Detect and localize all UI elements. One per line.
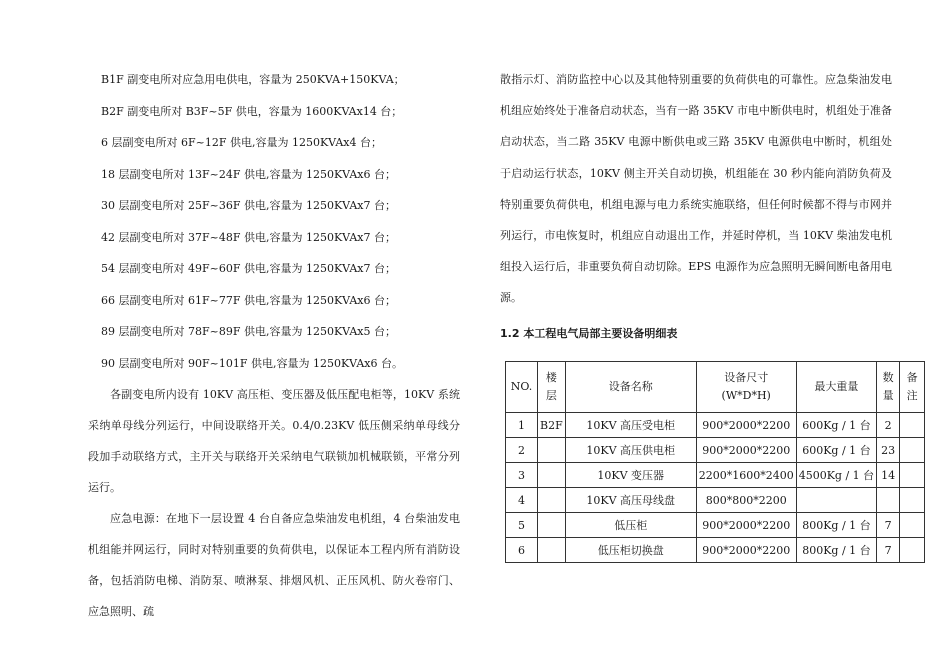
cell-name: 低压柜 xyxy=(565,513,696,538)
header-weight: 最大重量 xyxy=(796,362,876,413)
header-qty-1: 数 xyxy=(882,371,894,384)
cell-floor xyxy=(538,538,566,563)
substation-line-8: 66 层副变电所对 61F~77F 供电,容量为 1250KVAx6 台； xyxy=(101,293,397,307)
table-row xyxy=(506,488,925,513)
table-row xyxy=(506,463,925,488)
cell-qty: 7 xyxy=(877,513,900,538)
cell-no: 5 xyxy=(506,513,538,538)
cell-qty: 7 xyxy=(877,538,900,563)
header-size-2: (W*D*H) xyxy=(721,389,771,402)
cell-note xyxy=(900,413,925,438)
cell-name: 10KV 高压供电柜 xyxy=(565,438,696,463)
header-floor xyxy=(538,362,566,413)
table-row xyxy=(506,438,925,463)
cell-weight: 800Kg / 1 台 xyxy=(796,538,876,563)
table-row xyxy=(506,513,925,538)
substation-line-7: 54 层副变电所对 49F~60F 供电,容量为 1250KVAx7 台； xyxy=(101,262,397,275)
cell-note xyxy=(900,538,925,563)
header-qty-2: 量 xyxy=(882,389,894,402)
header-size-1: 设备尺寸 xyxy=(724,371,769,384)
cell-weight: 600Kg / 1 台 xyxy=(796,438,876,463)
cell-floor xyxy=(538,513,566,538)
cell-size: 800*800*2200 xyxy=(696,488,796,513)
substation-line-9: 89 层副变电所对 78F~89F 供电,容量为 1250KVAx5 台； xyxy=(101,325,397,338)
cell-no: 1 xyxy=(506,413,538,438)
cell-qty xyxy=(877,488,900,513)
cell-name: 10KV 高压母线盘 xyxy=(565,488,696,513)
header-floor-2: 层 xyxy=(545,389,557,402)
header-note xyxy=(900,362,925,413)
cell-size: 2200*1600*2400 xyxy=(696,463,796,488)
cell-note xyxy=(900,513,925,538)
cell-floor xyxy=(538,463,566,488)
cell-name: 10KV 变压器 xyxy=(565,463,696,488)
cell-floor: B2F xyxy=(538,413,566,438)
cell-size: 900*2000*2200 xyxy=(696,538,796,563)
header-qty xyxy=(877,362,900,413)
cell-name: 低压柜切换盘 xyxy=(565,538,696,563)
distribution-paragraph: 各副变电所内设有 10KV 高压柜、变压器及低压配电柜等，10KV 系统采纳单母线分列运行，中间设联络开关。0.4/0.23KV 低压侧采纳单母线分段加手动联络方式，主开关与联络开关采纳电气联锁加机械联锁，平常分列运行。 xyxy=(88,388,460,494)
header-note-2: 注 xyxy=(906,389,918,402)
left-column xyxy=(88,64,460,627)
substation-line-2: B2F 副变电所对 B3F~5F 供电，容量为 1600KVAx14 台； xyxy=(101,104,403,118)
substation-line-5: 30 层副变电所对 25F~36F 供电,容量为 1250KVAx7 台； xyxy=(101,199,397,212)
table-row xyxy=(506,538,925,563)
cell-weight: 600Kg / 1 台 xyxy=(796,413,876,438)
cell-no: 6 xyxy=(506,538,538,563)
section-title: 1.2 本工程电气局部主要设备明细表 xyxy=(500,326,678,340)
substation-line-6: 42 层副变电所对 37F~48F 供电,容量为 1250KVAx7 台； xyxy=(101,230,397,244)
cell-qty: 14 xyxy=(877,463,900,488)
cell-no: 4 xyxy=(506,488,538,513)
cell-floor xyxy=(538,488,566,513)
cell-note xyxy=(900,438,925,463)
emergency-continued-paragraph: 散指示灯、消防监控中心以及其他特别重要的负荷供电的可靠性。应急柴油发电机组应始终处于准备启动状态，当有一路 35KV 市电中断供电时，机组处于准备启动状态，当二路 35KV 电源中断供电或三路 35KV 电源供电中断时，机组处于启动运行状态，10KV 侧主开关自动切换，机组能在 30 秒内能向消防负荷及特别重要负荷供电，机组电源与电力系统实施联络，但任何时候都不得与市网并列运行，市电恢复时，机组应自动退出工作，并延时停机，当 10KV 柴油发电机组投入运行后，非重要负荷自动切除。EPS 电源作为应急照明无瞬间断电备用电源。 xyxy=(500,73,892,305)
right-column xyxy=(500,64,892,348)
emergency-power-paragraph: 应急电源：在地下一层设置 4 台自备应急柴油发电机组，4 台柴油发电机组能并网运行，同时对特别重要的负荷供电，以保证本工程内所有消防设备，包括消防电梯、消防泵、喷淋泵、排烟风机、正压风机、防火卷帘门、应急照明、疏 xyxy=(88,512,460,618)
header-no: NO. xyxy=(506,362,538,413)
substation-line-4: 18 层副变电所对 13F~24F 供电,容量为 1250KVAx6 台； xyxy=(101,167,397,181)
header-size xyxy=(696,362,796,413)
header-floor-1: 楼 xyxy=(545,371,557,384)
substation-line-3: 6 层副变电所对 6F~12F 供电,容量为 1250KVAx4 台； xyxy=(101,136,383,149)
cell-weight xyxy=(796,488,876,513)
cell-weight: 4500Kg / 1 台 xyxy=(796,463,876,488)
cell-size: 900*2000*2200 xyxy=(696,413,796,438)
cell-no: 3 xyxy=(506,463,538,488)
table-header-row xyxy=(506,362,925,413)
cell-qty: 23 xyxy=(877,438,900,463)
header-name: 设备名称 xyxy=(565,362,696,413)
substation-line-1: B1F 副变电所对应急用电供电，容量为 250KVA+150KVA； xyxy=(101,73,405,86)
cell-note xyxy=(900,488,925,513)
cell-qty: 2 xyxy=(877,413,900,438)
cell-size: 900*2000*2200 xyxy=(696,513,796,538)
table-row xyxy=(506,413,925,438)
cell-floor xyxy=(538,438,566,463)
cell-size: 900*2000*2200 xyxy=(696,438,796,463)
header-note-1: 备 xyxy=(906,371,918,384)
cell-name: 10KV 高压受电柜 xyxy=(565,413,696,438)
cell-no: 2 xyxy=(506,438,538,463)
cell-note xyxy=(900,463,925,488)
cell-weight: 800Kg / 1 台 xyxy=(796,513,876,538)
substation-line-10: 90 层副变电所对 90F~101F 供电,容量为 1250KVAx6 台。 xyxy=(101,356,404,370)
equipment-table xyxy=(505,361,925,563)
